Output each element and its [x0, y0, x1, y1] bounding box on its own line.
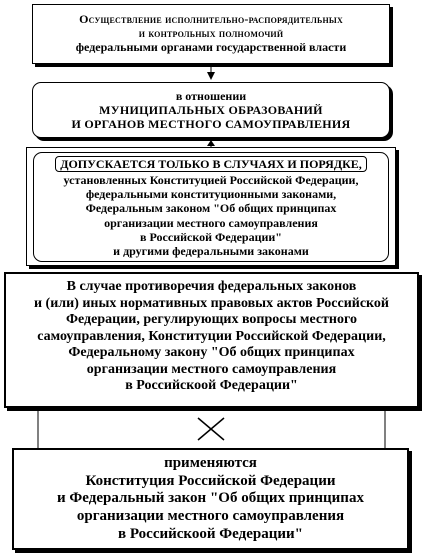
contradiction-box	[4, 272, 419, 408]
box1-line-1: Осуществление исполнительно-распорядительных	[79, 12, 343, 26]
allowed-conditions-box	[33, 152, 389, 262]
box4-line-7: в Российскоой Федерации"	[125, 378, 298, 394]
box4-line-6: организации местного самоуправления	[86, 361, 337, 377]
box1-line-2: и контрольных полномочий	[138, 26, 284, 41]
box2-line-1: в отношении	[175, 89, 247, 103]
box2-line-3: И ОРГАНОВ МЕСТНОГО САМОУПРАВЛЕНИЯ	[71, 117, 351, 132]
box3-line-5: организации местного самоуправления	[104, 215, 318, 230]
box4-line-4: самоуправления, Конституции Российской Федерации,	[37, 328, 386, 344]
box5-line-3: и Федеральный закон "Об общих принципах	[57, 490, 364, 507]
box1-line-3: федеральными органами государственной власти	[75, 40, 347, 55]
box3-line-1: ДОПУСКАЕТСЯ ТОЛЬКО В СЛУЧАЯХ И ПОРЯДКЕ,	[55, 156, 367, 172]
box2-line-2: МУНИЦИПАЛЬНЫХ ОБРАЗОВАНИЙ	[99, 103, 323, 118]
box5-line-4: организации местного самоуправления	[76, 508, 345, 525]
federal-authority-box	[32, 4, 390, 64]
box3-line-7: и другими федеральными законами	[113, 243, 309, 258]
box3-line-6: в Российской Федерации"	[140, 229, 282, 244]
box4-line-5: Федеральному закону "Об общих принципах	[68, 345, 355, 361]
arrow-1-to-2	[207, 64, 215, 80]
box3-line-2: установленных Конституцией Российской Федерации,	[63, 173, 359, 188]
box3-line-3: федеральными конституционными законами,	[85, 187, 337, 202]
box4-line-3: Федерации, регулирующих вопросы местного	[66, 312, 357, 328]
box3-line-4: Федеральным законом "Об общих принципах	[85, 201, 337, 216]
box4-line-1: В случае противоречия федеральных законов	[66, 279, 357, 294]
crossing-connector	[38, 408, 385, 448]
applicable-law-box	[12, 448, 409, 550]
box5-line-1: применяются	[164, 455, 257, 471]
municipal-scope-box	[32, 82, 390, 138]
box4-line-2: и (или) иных нормативных правовых актов Российской	[33, 295, 390, 311]
box5-line-5: в Российскоой Федерации"	[118, 525, 303, 542]
box5-line-2: Конституция Российской Федерации	[85, 472, 336, 489]
